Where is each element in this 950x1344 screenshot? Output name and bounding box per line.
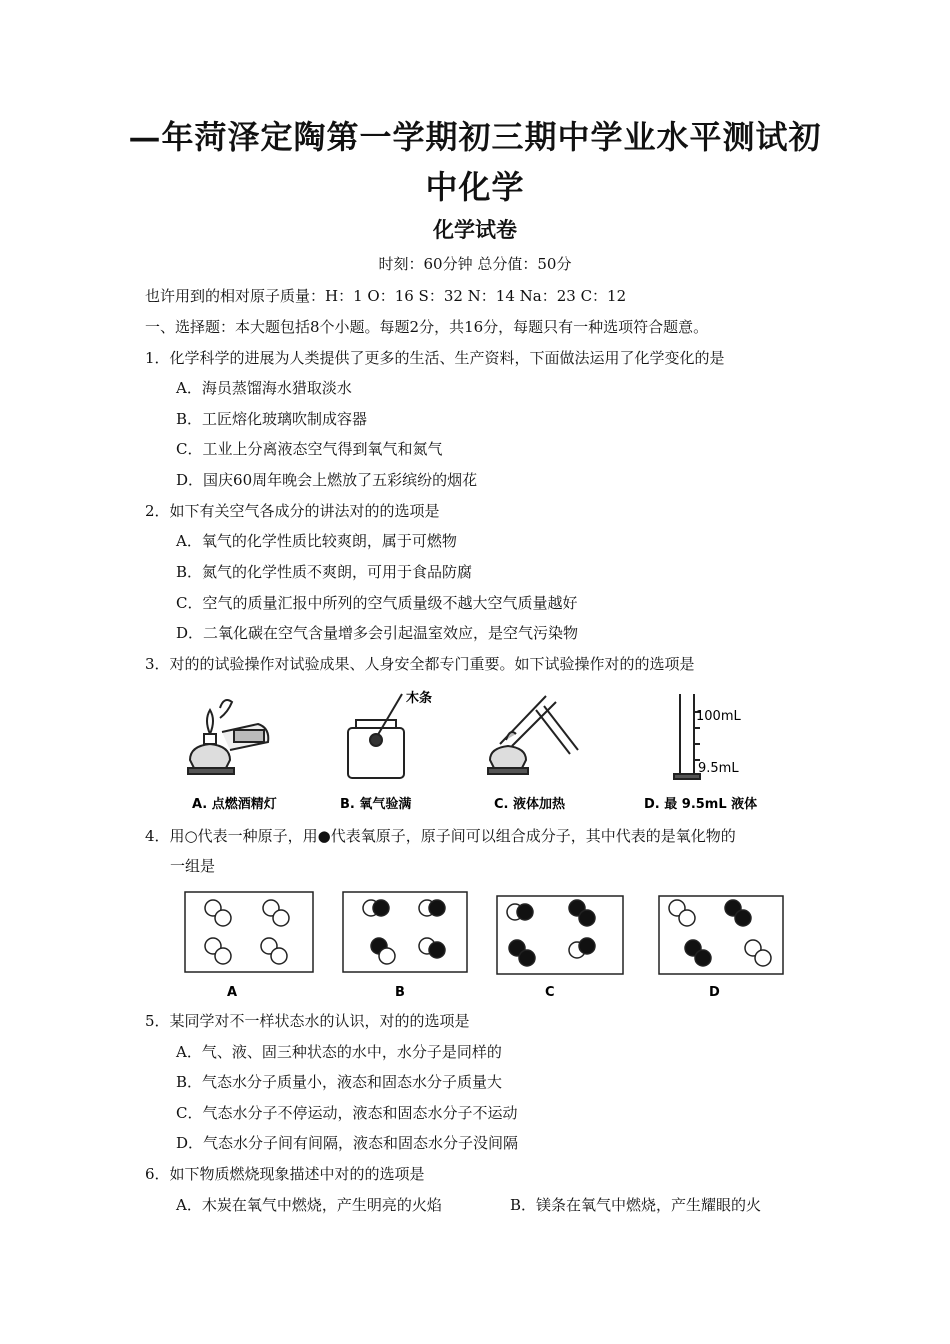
question-3-stem: 3．对的的试验操作对试验成果、人身安全都专门重要。如下试验操作对的的选项是 (145, 655, 695, 673)
box-label-a: A (227, 985, 238, 1000)
question-1-stem: 1．化学科学的进展为人类提供了更多的生活、生产资料，下面做法运用了化学变化的是 (145, 349, 725, 367)
question-2-option-b: B．氮气的化学性质不爽朗，可用于食品防腐 (176, 563, 473, 581)
figure-label-c: C. 液体加热 (494, 797, 566, 812)
question-1-option-c: C．工业上分离液态空气得到氧气和氮气 (176, 440, 443, 458)
box-label-d: D (709, 985, 720, 1000)
question-2-option-a: A．氧气的化学性质比较爽朗，属于可燃物 (176, 532, 457, 550)
question-1-option-a: A．海员蒸馏海水猎取淡水 (176, 379, 352, 397)
page-title: —年菏泽定陶第一学期初三期中学业水平测试初中化学 (128, 118, 822, 206)
molecule-figure (183, 888, 785, 1004)
figure-label-a: A. 点燃酒精灯 (192, 797, 277, 812)
molecules-b (363, 900, 445, 964)
exam-info: 时刻：60分钟 总分值：50分 (378, 255, 572, 273)
cylinder-top-label: 100mL (696, 709, 741, 724)
question-4-stem-continued: 一组是 (170, 857, 216, 875)
question-5-option-c: C．气态水分子不停运动，液态和固态水分子不运动 (176, 1104, 518, 1122)
question-6-option-a: A．木炭在氧气中燃烧，产生明亮的火焰 (176, 1196, 442, 1214)
question-5-option-d: D．气态水分子间有间隔，液态和固态水分子没间隔 (176, 1134, 519, 1152)
alcohol-lamp-illustration (188, 700, 268, 774)
gas-jar-illustration (348, 694, 404, 778)
question-5-option-b: B．气态水分子质量小，液态和固态水分子质量大 (176, 1073, 503, 1091)
molecules-c (507, 900, 595, 966)
cylinder-bottom-label: 9.5mL (698, 761, 739, 776)
figure-label-d: D. 最 9.5mL 液体 (644, 797, 758, 812)
question-5-option-a: A．气、液、固三种状态的水中，水分子是同样的 (176, 1043, 502, 1061)
question-4-stem: 4．用○代表一种原子，用●代表氧原子，原子间可以组合成分子，其中代表的是氧化物的 (145, 827, 736, 845)
question-2-option-d: D．二氧化碳在空气含量增多会引起温室效应，是空气污染物 (176, 624, 579, 642)
box-a (185, 892, 313, 972)
question-2-stem: 2．如下有关空气各成分的讲法对的的选项是 (145, 502, 440, 520)
page-subtitle: 化学试卷 (433, 217, 517, 242)
wood-splint-label: 木条 (406, 691, 433, 706)
box-b (343, 892, 467, 972)
question-5-stem: 5．某同学对不一样状态水的认识，对的的选项是 (145, 1012, 470, 1030)
molecules-d (669, 900, 771, 966)
question-1-option-d: D．国庆60周年晚会上燃放了五彩缤纷的烟花 (176, 471, 478, 489)
box-label-c: C (545, 985, 555, 1000)
section-heading: 一、选择题：本大题包括8个小题。每题2分，共16分，每题只有一种选项符合题意。 (145, 318, 709, 336)
molecules-a (205, 900, 289, 964)
question-1-option-b: B．工匠熔化玻璃吹制成容器 (176, 410, 368, 428)
box-label-b: B (395, 985, 405, 1000)
test-tube-heating-illustration (488, 696, 578, 774)
figure-label-b: B. 氧气验满 (340, 797, 412, 812)
question-2-option-c: C．空气的质量汇报中所列的空气质量级不越大空气质量越好 (176, 594, 578, 612)
question-6-stem: 6．如下物质燃烧现象描述中对的的选项是 (145, 1165, 425, 1183)
lab-operations-figure (180, 688, 780, 814)
atomic-masses: 也许用到的相对原子质量：H：1 O：16 S：32 N：14 Na：23 C：12 (145, 287, 627, 305)
measuring-cylinder-illustration (674, 694, 700, 779)
question-6-option-b: B．镁条在氧气中燃烧，产生耀眼的火 (510, 1196, 762, 1214)
